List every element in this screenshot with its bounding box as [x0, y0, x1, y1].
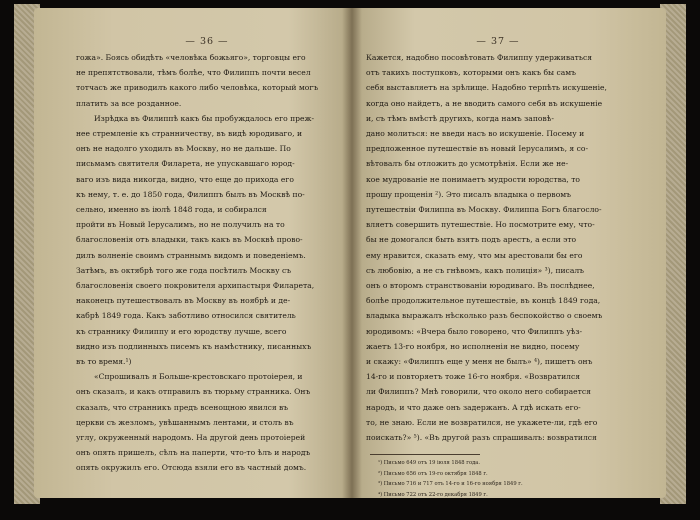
- text-line: углу, окруженный народомъ. На другой день протоіерей: [76, 433, 306, 443]
- text-line: съ любовію, а не съ гнѣвомъ, какъ полиція» ³), писалъ: [366, 265, 584, 275]
- text-line: сельно, именно въ іюлѣ 1848 года, и собирался: [76, 205, 267, 215]
- footnote-rule: [370, 454, 480, 455]
- text-line: отъ такихъ поступковъ, которыми онъ какъ бы самъ: [366, 68, 577, 78]
- text-line: онъ о второмъ странствованіи юродиваго. Въ послѣднее,: [366, 281, 595, 291]
- text-line: платить за все розданное.: [76, 98, 182, 108]
- footnote: ²) Письмо 656 отъ 19-го октября 1848 г.: [378, 470, 488, 477]
- text-line: жаетъ 13-го ноября, но исполненія не видно, посему: [366, 341, 580, 351]
- text-line: «Спрошивалъ я Больше-крестовскаго протоіерея, и: [94, 372, 303, 382]
- text-line: къ нему, т. е. до 1850 года, Филиппъ былъ въ Москвѣ по-: [76, 189, 305, 199]
- text-line: и скажу: «Филиппъ еще у меня не былъ» ⁴), пишетъ онъ: [366, 357, 593, 367]
- text-line: письмамъ святителя Филарета, не упускавшаго юрод-: [76, 159, 295, 169]
- text-line: тотчасъ же приводилъ какого либо человѣка, который могъ: [76, 83, 319, 93]
- text-line: то, не знаю. Если не возвратился, не укажете-ли, гдѣ его: [366, 417, 598, 427]
- open-book: [34, 8, 666, 498]
- left-page: [34, 8, 352, 498]
- text-line: народъ, и что даже онъ задержанъ. А гдѣ искать его-: [366, 402, 581, 412]
- text-line: кабрѣ 1849 года. Какъ заботливо относился святитель: [76, 311, 296, 321]
- text-line: ему нравится, сказать ему, что мы арестовали бы его: [366, 250, 583, 260]
- text-line: онъ не надолго уходилъ въ Москву, но не дальше. По: [76, 144, 291, 154]
- text-line: въ то время.¹): [76, 357, 132, 367]
- text-line: Затѣмъ, въ октябрѣ того же года посѣтилъ Москву съ: [76, 265, 292, 275]
- footnote: ¹) Письмо 649 отъ 19 іюля 1848 года.: [378, 460, 481, 467]
- text-line: 14-го и повторяетъ тоже 16-го ноября. «Возвратился: [366, 372, 581, 382]
- text-line: кое мудрованіе не понимаетъ мудрости юродства, то: [366, 174, 580, 184]
- text-line: себя выставляетъ на зрѣлище. Надобно терпѣть искушеніе,: [366, 83, 607, 93]
- text-line: вѣтовалъ бы отложить до усмотрѣнія. Если же не-: [366, 159, 569, 169]
- text-line: предложенное путешествіе въ новый Іерусалимъ, я со-: [366, 144, 589, 154]
- text-line: наконецъ путешествовалъ въ Москву въ ноябрѣ и де-: [76, 296, 291, 306]
- text-line: дилъ волненіе своимъ страннымъ видомъ и поведеніемъ.: [76, 250, 306, 260]
- page-number-right: — 37 —: [476, 36, 520, 47]
- text-line: благословенія отъ владыки, такъ какъ въ Москвѣ прово-: [76, 235, 303, 245]
- text-line: бы не домогался быть взятъ подъ арестъ, а если это: [366, 235, 577, 245]
- text-line: сказалъ, что странникъ предъ всенощною явился въ: [76, 402, 289, 412]
- text-line: ваго изъ вида никогда, видно, что еще до прихода его: [76, 174, 294, 184]
- text-line: поискать?» ⁵). «Въ другой разъ спрашивалъ: возвратился: [366, 433, 597, 443]
- text-line: когда оно найдетъ, а не вводить самого себя въ искушеніе: [366, 98, 603, 108]
- right-page-text: [366, 50, 630, 445]
- footnote: ³) Письмо 716 и 717 отъ 14-го и 16-го ноября 1849 г.: [378, 481, 523, 488]
- text-line: владыка выражалъ нѣсколько разъ беспокойство о своемъ: [366, 311, 603, 321]
- text-line: прошу прощенія ²). Это писалъ владыка о первомъ: [366, 189, 572, 199]
- text-line: дано молиться: не введи насъ во искушеніе. Посему и: [366, 129, 585, 139]
- text-line: къ страннику Филиппу и его юродству лучше, всего: [76, 326, 287, 336]
- text-line: не препятствовали, тѣмъ болѣе, что Филиппъ почти весел: [76, 68, 311, 78]
- text-line: Изрѣдка въ Филиппѣ какъ бы пробуждалось его преж-: [94, 113, 315, 123]
- text-line: онъ опять пришелъ, сѣлъ на паперти, что-то ѣлъ и народъ: [76, 448, 311, 458]
- text-line: видно изъ подлинныхъ писемъ къ намѣстнику, писанныхъ: [76, 341, 312, 351]
- text-line: нее стремленіе къ странничеству, въ видѣ юродиваго, и: [76, 129, 302, 139]
- text-line: вляетъ совершить путешествіе. Но посмотрите ему, что-: [366, 220, 595, 230]
- text-line: благословенія своего покровителя архипастыря Филарета,: [76, 281, 315, 291]
- text-line: юродивомъ: «Вчера было говорено, что Филиппъ уѣз-: [366, 326, 583, 336]
- text-line: онъ сказалъ, и какъ отправилъ въ тюрьму странника. Онъ: [76, 387, 311, 397]
- text-line: болѣе продолжительное путешествіе, въ концѣ 1849 года,: [366, 296, 601, 306]
- text-line: гожа». Боясь обидѣть «человѣка божьяго», торговцы его: [76, 53, 306, 62]
- book-gutter: [342, 8, 362, 498]
- left-page-text: [76, 50, 338, 476]
- text-line: путешествіи Филиппа въ Москву. Филиппа Богъ благосло-: [366, 205, 602, 215]
- text-line: ли Филиппъ? Мнѣ говорили, что около него собирается: [366, 387, 591, 397]
- right-page: [352, 8, 666, 498]
- footnote: ⁴) Письмо 722 отъ 22-го декабря 1849 г.: [378, 492, 488, 498]
- text-line: опять окружилъ его. Отсюда взяли его въ частный домъ.: [76, 463, 307, 473]
- text-line: Кажется, надобно посовѣтовать Филиппу удерживаться: [366, 53, 593, 62]
- text-line: церкви съ жезломъ, увѣшаннымъ лентами, и столъ въ: [76, 417, 294, 427]
- page-number-left: — 36 —: [185, 36, 229, 47]
- text-line: пройти въ Новый Іерусалимъ, но не получилъ на то: [76, 220, 285, 230]
- footnotes: [366, 458, 630, 498]
- text-line: и, съ тѣмъ вмѣстѣ другихъ, когда намъ заповѣ-: [366, 113, 554, 123]
